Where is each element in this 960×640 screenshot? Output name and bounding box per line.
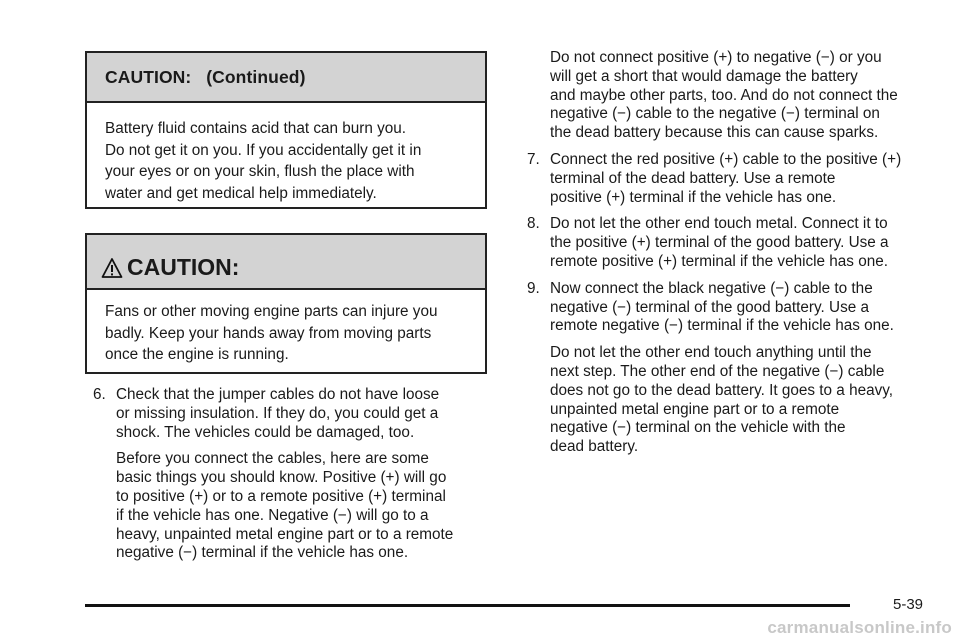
caution-line: Fans or other moving engine parts can injure you bbox=[105, 303, 438, 320]
step-line: or missing insulation. If they do, you could get a bbox=[116, 404, 439, 422]
para-line: the dead battery because this can cause sparks. bbox=[550, 124, 879, 142]
para-line: Before you connect the cables, here are some bbox=[116, 450, 429, 468]
caution-line: water and get medical help immediately. bbox=[105, 184, 377, 202]
para-line: next step. The other end of the negative (−) cable bbox=[550, 362, 885, 380]
warning-triangle-icon bbox=[101, 257, 123, 279]
para-line: to positive (+) or to a remote positive (+) terminal bbox=[116, 487, 446, 505]
step-8 bbox=[527, 215, 937, 271]
step-line: terminal of the dead battery. Use a remote bbox=[550, 169, 836, 187]
page-number: 5-39 bbox=[893, 596, 924, 613]
para-line: Do not let the other end touch anything until the bbox=[550, 344, 872, 362]
para-line: negative (−) cable to the negative (−) terminal on bbox=[550, 105, 880, 123]
step-line: remote negative (−) terminal if the vehicle has one. bbox=[550, 317, 894, 335]
step-line: Connect the red positive (+) cable to the positive (+) bbox=[550, 150, 902, 168]
para-line: will get a short that would damage the battery bbox=[550, 67, 858, 85]
caution-line: Do not get it on you. If you accidentally get it in bbox=[105, 141, 422, 159]
para-line: heavy, unpainted metal engine part or to a remote bbox=[116, 525, 454, 543]
step-line: positive (+) terminal if the vehicle has one. bbox=[550, 188, 837, 206]
caution-line: your eyes or on your skin, flush the place with bbox=[105, 163, 415, 180]
right-column bbox=[527, 49, 937, 465]
para-line: negative (−) terminal on the vehicle with the bbox=[550, 419, 846, 437]
para-line: dead battery. bbox=[550, 438, 639, 456]
left-column bbox=[93, 386, 493, 571]
step-6-paragraph bbox=[116, 450, 493, 563]
step-7 bbox=[527, 151, 937, 207]
step-9 bbox=[527, 280, 937, 336]
caution-line: badly. Keep your hands away from moving parts bbox=[105, 324, 432, 342]
caution-continued-body bbox=[87, 103, 485, 204]
caution-continued-header bbox=[87, 53, 485, 103]
para-line: unpainted metal engine part or to a remote bbox=[550, 400, 840, 418]
caution-continued-box bbox=[85, 51, 487, 209]
step-line: remote positive (+) terminal if the vehicle has one. bbox=[550, 252, 888, 270]
step-text bbox=[550, 151, 937, 207]
step-line: Check that the jumper cables do not have loose bbox=[116, 386, 440, 403]
step-line: negative (−) terminal of the good battery. Use a bbox=[550, 298, 870, 316]
step-text bbox=[550, 280, 937, 336]
step-line: the positive (+) terminal of the good battery. Use a bbox=[550, 234, 889, 252]
step-number: 8. bbox=[527, 215, 540, 233]
caution-line: Battery fluid contains acid that can burn you. bbox=[105, 120, 407, 137]
caution-continued-title: CAUTION: (Continued) bbox=[105, 67, 306, 87]
step-text bbox=[550, 215, 937, 271]
caution-body bbox=[87, 290, 485, 366]
para-line: and maybe other parts, too. And do not connect the bbox=[550, 86, 898, 104]
para-line: negative (−) terminal if the vehicle has one. bbox=[116, 544, 409, 562]
step-6 bbox=[93, 386, 493, 442]
watermark: carmanualsonline.info bbox=[767, 618, 952, 637]
step-text bbox=[116, 386, 493, 442]
step-number: 7. bbox=[527, 150, 540, 168]
para-line: if the vehicle has one. Negative (−) will go to a bbox=[116, 506, 429, 524]
footer-rule bbox=[85, 604, 850, 607]
step-line: Now connect the black negative (−) cable to the bbox=[550, 279, 873, 297]
caution-header bbox=[87, 235, 485, 290]
caution-line: once the engine is running. bbox=[105, 346, 289, 363]
caution-title: CAUTION: bbox=[127, 254, 240, 280]
step-9-paragraph bbox=[550, 344, 937, 457]
step-line: Do not let the other end touch metal. Connect it to bbox=[550, 215, 888, 233]
para-line: basic things you should know. Positive (+) will go bbox=[116, 469, 447, 487]
para-line: does not go to the dead battery. It goes to a heavy, bbox=[550, 381, 893, 399]
step-line: shock. The vehicles could be damaged, too. bbox=[116, 423, 415, 441]
intro-paragraph bbox=[550, 49, 937, 143]
step-number: 9. bbox=[527, 279, 540, 297]
caution-box bbox=[85, 233, 487, 374]
step-number: 6. bbox=[93, 386, 106, 403]
para-line: Do not connect positive (+) to negative (−) or you bbox=[550, 49, 882, 66]
